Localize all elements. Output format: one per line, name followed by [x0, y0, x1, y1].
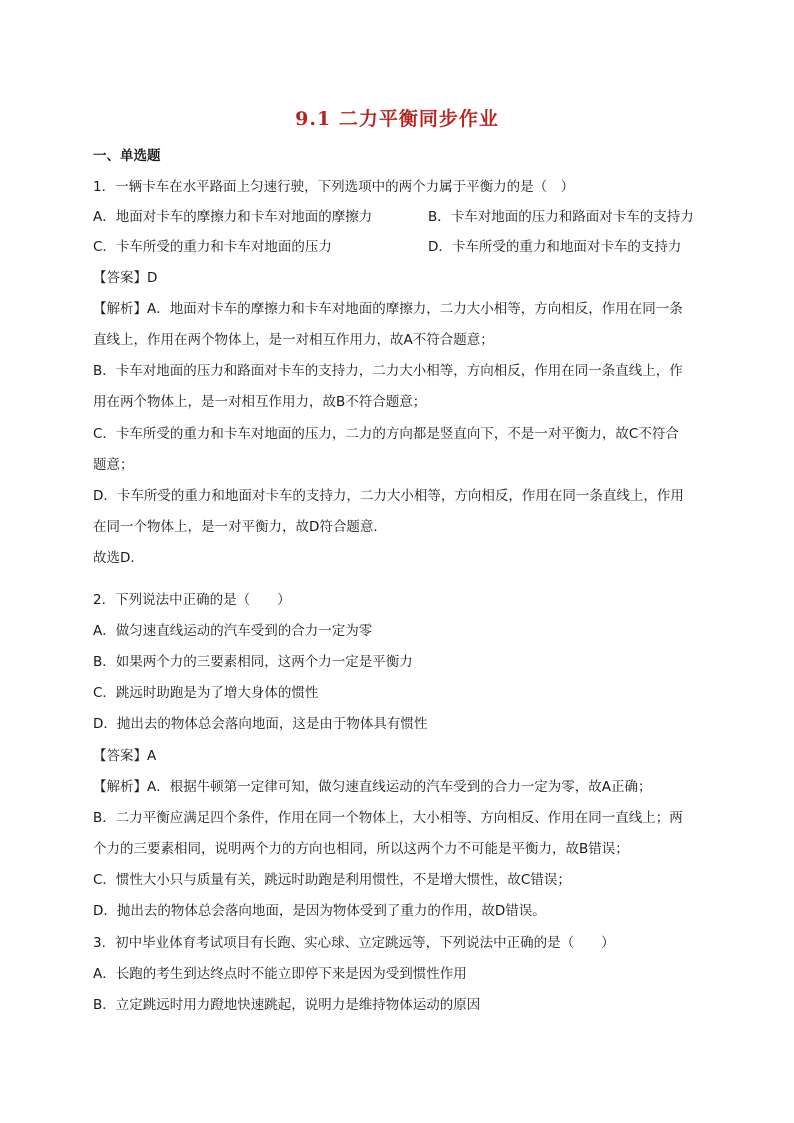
q2-option-b: B．如果两个力的三要素相同，这两个力一定是平衡力: [93, 654, 413, 670]
q2-analysis-line: 【解析】A．根据牛顿第一定律可知，做匀速直线运动的汽车受到的合力一定为零，故A正确；: [93, 779, 652, 795]
q1-analysis-line: 在同一个物体上，是一对平衡力，故D符合题意．: [93, 519, 387, 535]
q1-analysis-line: 直线上，作用在两个物体上，是一对相互作用力，故A不符合题意；: [93, 332, 494, 348]
q1-analysis-line: 【解析】A．地面对卡车的摩擦力和卡车对地面的摩擦力，二力大小相等，方向相反，作用在同一条: [93, 301, 683, 317]
page-title: 9.1 二力平衡同步作业: [295, 108, 499, 130]
question-2-stem: 2．下列说法中正确的是（ ）: [93, 592, 291, 608]
q1-analysis-line: C．卡车所受的重力和卡车对地面的压力，二力的方向都是竖直向下，不是一对平衡力，故C不符合: [93, 426, 679, 442]
q2-answer: 【答案】A: [93, 748, 157, 764]
q3-option-b: B．立定跳远时用力蹬地快速跳起，说明力是维持物体运动的原因: [93, 997, 481, 1013]
q1-answer: 【答案】D: [93, 270, 158, 286]
q2-analysis-line: 个力的三要素相同，说明两个力的方向也相同，所以这两个力不可能是平衡力，故B错误；: [93, 841, 629, 857]
q2-option-a: A．做匀速直线运动的汽车受到的合力一定为零: [93, 623, 373, 639]
q1-analysis-line: 题意；: [93, 457, 134, 473]
q1-analysis-line: 用在两个物体上，是一对相互作用力，故B不符合题意；: [93, 394, 427, 410]
section-heading: 一、单选题: [93, 148, 161, 164]
q1-analysis-line: B．卡车对地面的压力和路面对卡车的支持力，二力大小相等，方向相反，作用在同一条直线上，作: [93, 363, 683, 379]
q1-option-c: C．卡车所受的重力和卡车对地面的压力: [93, 239, 332, 255]
question-1-stem: 1．一辆卡车在水平路面上匀速行驶，下列选项中的两个力属于平衡力的是（ ）: [93, 179, 575, 195]
q1-analysis-line: D．卡车所受的重力和地面对卡车的支持力，二力大小相等，方向相反，作用在同一条直线上，作用: [93, 488, 684, 504]
q2-analysis-line: B．二力平衡应满足四个条件，作用在同一个物体上，大小相等、方向相反、作用在同一直线上；两: [93, 810, 683, 826]
q1-option-b: B．卡车对地面的压力和路面对卡车的支持力: [428, 209, 694, 225]
q1-option-d: D．卡车所受的重力和地面对卡车的支持力: [428, 239, 682, 255]
q1-option-a: A．地面对卡车的摩擦力和卡车对地面的摩擦力: [93, 209, 373, 225]
q1-analysis-line: 故选D．: [93, 550, 144, 566]
q2-option-c: C．跳远时助跑是为了增大身体的惯性: [93, 685, 319, 701]
q2-analysis-line: C．惯性大小只与质量有关，跳远时助跑是利用惯性，不是增大惯性，故C错误；: [93, 872, 571, 888]
q2-option-d: D．抛出去的物体总会落向地面，这是由于物体具有惯性: [93, 716, 428, 732]
q3-option-a: A．长跑的考生到达终点时不能立即停下来是因为受到惯性作用: [93, 966, 467, 982]
q2-analysis-line: D．抛出去的物体总会落向地面，是因为物体受到了重力的作用，故D错误。: [93, 903, 546, 919]
question-3-stem: 3．初中毕业体育考试项目有长跑、实心球、立定跳远等，下列说法中正确的是（ ）: [93, 935, 615, 951]
